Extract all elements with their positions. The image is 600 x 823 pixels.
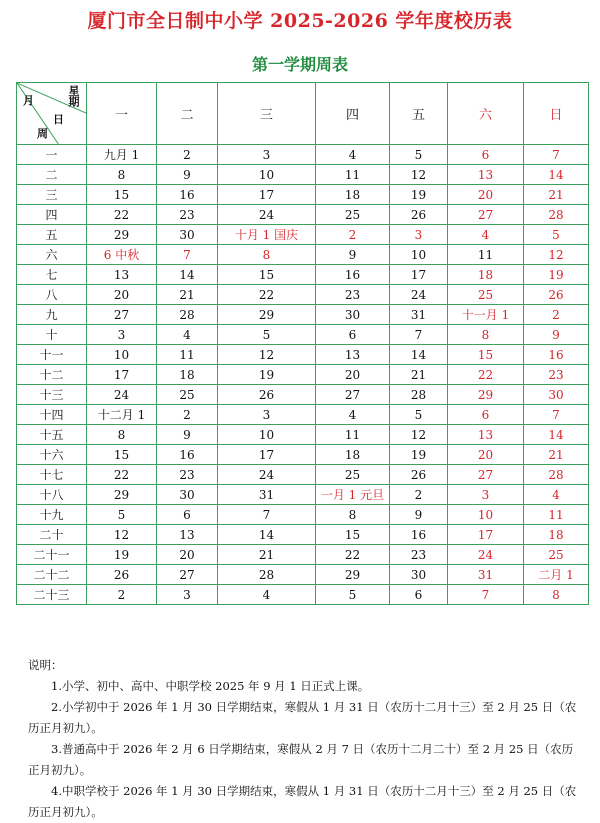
day-cell: 5 [316,585,390,605]
day-cell: 11 [524,505,589,525]
week-number-cell: 二十 [17,525,87,545]
day-cell: 20 [157,545,218,565]
day-cell: 30 [157,485,218,505]
day-cell: 2 [524,305,589,325]
weekday-header-thu: 四 [316,83,390,145]
week-row [17,525,589,545]
note-item: 3.普通高中于 2026 年 2 月 6 日学期结束，寒假从 2 月 7 日（农历十二月二十）至 2 月 25 日（农历正月初九）。 [28,742,574,777]
day-cell: 6 [448,405,524,425]
note-item: 4.中职学校于 2026 年 1 月 30 日学期结束，寒假从 1 月 31 日（农历十二月十三）至 2 月 25 日（农历正月初九）。 [28,784,577,819]
week-number-cell: 四 [17,205,87,225]
calendar-table [16,82,589,605]
day-cell: 8 [316,505,390,525]
notes-section [28,655,580,823]
day-cell: 10 [87,345,157,365]
day-cell: 22 [316,545,390,565]
week-row [17,245,589,265]
day-cell: 5 [390,405,448,425]
day-cell: 28 [524,205,589,225]
day-cell: 28 [390,385,448,405]
day-cell: 10 [390,245,448,265]
day-cell: 22 [448,365,524,385]
day-cell: 4 [524,485,589,505]
day-cell: 3 [218,145,316,165]
day-cell: 10 [448,505,524,525]
week-number-cell: 十五 [17,425,87,445]
day-cell: 17 [218,445,316,465]
day-cell: 21 [524,445,589,465]
weekday-header-fri: 五 [390,83,448,145]
day-cell: 26 [218,385,316,405]
day-cell: 3 [87,325,157,345]
day-cell: 21 [157,285,218,305]
day-cell: 24 [218,465,316,485]
day-cell: 4 [316,145,390,165]
day-cell: 26 [87,565,157,585]
day-cell: 20 [87,285,157,305]
day-cell: 13 [448,425,524,445]
corner-week-label: 周 [37,127,48,140]
week-number-cell: 一 [17,145,87,165]
day-cell: 10 [218,425,316,445]
day-cell: 8 [87,425,157,445]
day-cell: 6 [316,325,390,345]
day-cell: 一月 1 元旦 [316,485,390,505]
day-cell: 3 [390,225,448,245]
day-cell: 31 [218,485,316,505]
day-cell: 17 [87,365,157,385]
day-cell: 22 [87,465,157,485]
day-cell: 4 [448,225,524,245]
week-number-cell: 六 [17,245,87,265]
week-row [17,205,589,225]
corner-day-label: 日 [53,113,64,126]
day-cell: 6 [448,145,524,165]
corner-month-label: 月 [23,94,34,107]
week-row [17,425,589,445]
corner-cell [17,83,87,145]
week-number-cell: 二十二 [17,565,87,585]
day-cell: 4 [218,585,316,605]
day-cell: 31 [448,565,524,585]
day-cell: 15 [218,265,316,285]
day-cell: 9 [524,325,589,345]
day-cell: 30 [390,565,448,585]
day-cell: 14 [218,525,316,545]
day-cell: 12 [390,425,448,445]
day-cell: 21 [524,185,589,205]
day-cell: 23 [390,545,448,565]
day-cell: 11 [157,345,218,365]
day-cell: 7 [157,245,218,265]
weekday-header-mon: 一 [87,83,157,145]
week-row [17,545,589,565]
day-cell: 11 [316,425,390,445]
week-number-cell: 二十一 [17,545,87,565]
day-cell: 13 [316,345,390,365]
day-cell: 8 [448,325,524,345]
day-cell: 27 [448,465,524,485]
day-cell: 18 [316,445,390,465]
week-number-cell: 十 [17,325,87,345]
day-cell: 23 [157,465,218,485]
week-number-cell: 九 [17,305,87,325]
note-item: 2.小学初中于 2026 年 1 月 30 日学期结束，寒假从 1 月 31 日（农历十二月十三）至 2 月 25 日（农历正月初九）。 [28,700,577,735]
day-cell: 9 [157,165,218,185]
day-cell: 2 [87,585,157,605]
day-cell: 4 [157,325,218,345]
day-cell: 2 [157,405,218,425]
day-cell: 29 [218,305,316,325]
day-cell: 23 [157,205,218,225]
week-row [17,265,589,285]
week-number-cell: 十七 [17,465,87,485]
day-cell: 6 [390,585,448,605]
day-cell: 14 [157,265,218,285]
day-cell: 5 [218,325,316,345]
day-cell: 十二月 1 [87,405,157,425]
day-cell: 22 [218,285,316,305]
week-row [17,465,589,485]
day-cell: 11 [316,165,390,185]
week-row [17,305,589,325]
day-cell: 7 [524,405,589,425]
table-subtitle: 第一学期周表 [251,55,348,74]
day-cell: 14 [390,345,448,365]
day-cell: 二月 1 [524,565,589,585]
day-cell: 14 [524,425,589,445]
day-cell: 18 [157,365,218,385]
day-cell: 18 [524,525,589,545]
day-cell: 26 [390,465,448,485]
day-cell: 十月 1 国庆 [218,225,316,245]
day-cell: 25 [448,285,524,305]
day-cell: 十一月 1 [448,305,524,325]
day-cell: 18 [448,265,524,285]
week-number-cell: 三 [17,185,87,205]
weekday-header-sun: 日 [524,83,589,145]
weekday-header-wed: 三 [218,83,316,145]
day-cell: 28 [157,305,218,325]
day-cell: 5 [524,225,589,245]
day-cell: 14 [524,165,589,185]
week-number-cell: 二十三 [17,585,87,605]
day-cell: 12 [87,525,157,545]
weekday-header-tue: 二 [157,83,218,145]
day-cell: 24 [390,285,448,305]
day-cell: 21 [390,365,448,385]
day-cell: 8 [87,165,157,185]
day-cell: 28 [524,465,589,485]
day-cell: 17 [448,525,524,545]
day-cell: 29 [316,565,390,585]
day-cell: 6 [157,505,218,525]
day-cell: 5 [87,505,157,525]
day-cell: 20 [316,365,390,385]
day-cell: 26 [390,205,448,225]
week-row [17,485,589,505]
day-cell: 24 [218,205,316,225]
day-cell: 20 [448,185,524,205]
day-cell: 16 [316,265,390,285]
day-cell: 27 [316,385,390,405]
day-cell: 25 [316,205,390,225]
day-cell: 6 中秋 [87,245,157,265]
day-cell: 29 [448,385,524,405]
day-cell: 23 [524,365,589,385]
day-cell: 8 [524,585,589,605]
day-cell: 29 [87,225,157,245]
day-cell: 12 [524,245,589,265]
day-cell: 24 [448,545,524,565]
week-number-cell: 八 [17,285,87,305]
day-cell: 11 [448,245,524,265]
day-cell: 19 [390,445,448,465]
day-cell: 3 [157,585,218,605]
week-row [17,445,589,465]
week-row [17,225,589,245]
day-cell: 2 [316,225,390,245]
day-cell: 7 [390,325,448,345]
week-row [17,325,589,345]
day-cell: 7 [524,145,589,165]
day-cell: 九月 1 [87,145,157,165]
day-cell: 30 [524,385,589,405]
day-cell: 20 [448,445,524,465]
day-cell: 8 [218,245,316,265]
day-cell: 19 [87,545,157,565]
day-cell: 13 [157,525,218,545]
week-number-cell: 二 [17,165,87,185]
day-cell: 16 [524,345,589,365]
week-number-cell: 十六 [17,445,87,465]
day-cell: 16 [390,525,448,545]
week-row [17,185,589,205]
day-cell: 3 [218,405,316,425]
day-cell: 25 [316,465,390,485]
day-cell: 13 [87,265,157,285]
day-cell: 10 [218,165,316,185]
corner-weekday-label: 星期 [67,85,80,107]
day-cell: 23 [316,285,390,305]
day-cell: 4 [316,405,390,425]
day-cell: 15 [448,345,524,365]
day-cell: 25 [524,545,589,565]
page-title: 厦门市全日制中小学 2025-2026 学年度校历表 [87,10,513,32]
week-row [17,565,589,585]
day-cell: 15 [87,185,157,205]
day-cell: 19 [524,265,589,285]
week-row [17,285,589,305]
day-cell: 27 [87,305,157,325]
week-number-cell: 十九 [17,505,87,525]
day-cell: 27 [448,205,524,225]
week-number-cell: 十一 [17,345,87,365]
day-cell: 30 [157,225,218,245]
day-cell: 5 [390,145,448,165]
day-cell: 28 [218,565,316,585]
day-cell: 16 [157,445,218,465]
note-item: 1.小学、初中、高中、中职学校 2025 年 9 月 1 日正式上课。 [51,679,370,693]
day-cell: 3 [448,485,524,505]
header-row [17,83,589,145]
day-cell: 22 [87,205,157,225]
day-cell: 7 [218,505,316,525]
week-number-cell: 十八 [17,485,87,505]
day-cell: 19 [218,365,316,385]
day-cell: 31 [390,305,448,325]
day-cell: 29 [87,485,157,505]
week-row [17,165,589,185]
week-number-cell: 七 [17,265,87,285]
day-cell: 15 [316,525,390,545]
day-cell: 2 [390,485,448,505]
day-cell: 16 [157,185,218,205]
week-row [17,345,589,365]
week-number-cell: 十四 [17,405,87,425]
weekday-header-sat: 六 [448,83,524,145]
calendar-body [17,145,589,605]
day-cell: 25 [157,385,218,405]
week-row [17,365,589,385]
day-cell: 17 [218,185,316,205]
week-number-cell: 十三 [17,385,87,405]
day-cell: 9 [390,505,448,525]
week-number-cell: 十二 [17,365,87,385]
day-cell: 30 [316,305,390,325]
day-cell: 9 [157,425,218,445]
week-row [17,505,589,525]
day-cell: 12 [218,345,316,365]
day-cell: 2 [157,145,218,165]
week-row [17,585,589,605]
day-cell: 12 [390,165,448,185]
day-cell: 7 [448,585,524,605]
day-cell: 13 [448,165,524,185]
day-cell: 9 [316,245,390,265]
day-cell: 26 [524,285,589,305]
day-cell: 19 [390,185,448,205]
day-cell: 21 [218,545,316,565]
day-cell: 24 [87,385,157,405]
week-row [17,385,589,405]
notes-heading: 说明： [28,658,63,672]
week-number-cell: 五 [17,225,87,245]
day-cell: 27 [157,565,218,585]
day-cell: 17 [390,265,448,285]
day-cell: 18 [316,185,390,205]
day-cell: 15 [87,445,157,465]
week-row [17,145,589,165]
week-row [17,405,589,425]
